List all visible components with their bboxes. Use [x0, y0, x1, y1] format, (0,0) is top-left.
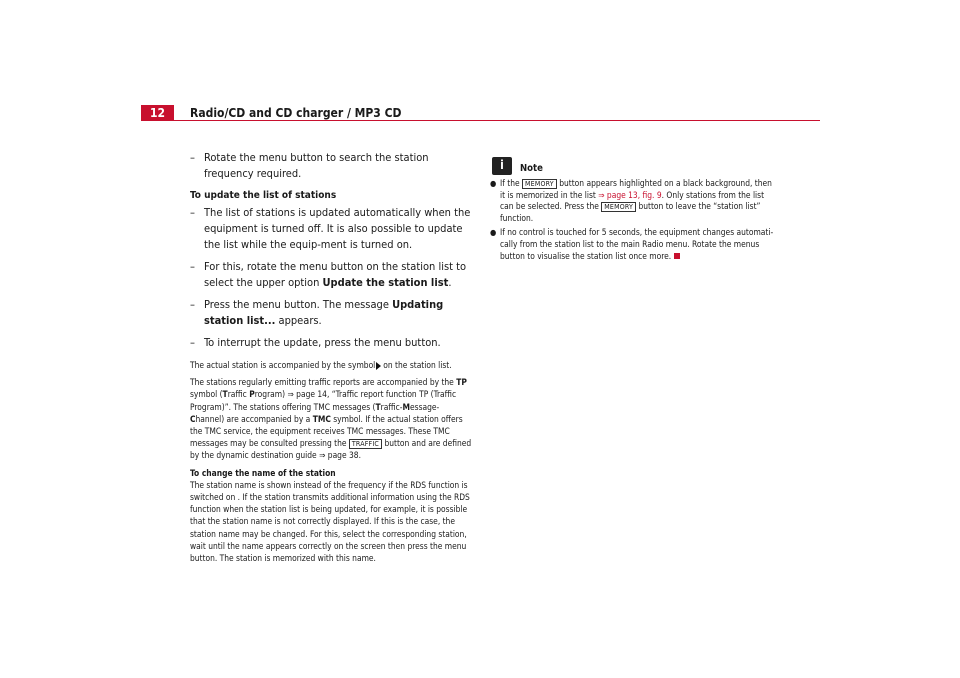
paragraph-part: hannel) are accompanied by a — [195, 413, 313, 424]
paragraph: The station name is shown instead of the frequency if the RDS function is switched on . If the station transmits additional information using the RDS function when the station list is being updated, for example, it is possible that the station name is not correctly displayed. If this is the case, the station name may be changed. For this, select the corresponding station, wait until the name appears correctly on the screen then press the menu button. The station is memorized with this name. — [190, 479, 470, 564]
message-label: Updating station list... — [204, 298, 444, 327]
step-text-part: appears. — [275, 314, 322, 327]
note-bullet — [490, 227, 776, 262]
paragraph-part: raffic- — [380, 401, 403, 412]
paragraph-part: on the station list. — [383, 360, 452, 370]
section-heading: To update the list of stations — [190, 190, 337, 201]
step-text: Rotate the menu button to search the station frequency required. — [204, 151, 429, 180]
paragraph-part: symbol. If the actual station offers the TMC service, the equipment receives TMC messages. These TMC messages may be consulted pressing the — [190, 413, 463, 449]
step-dash: – — [190, 298, 195, 311]
paragraph-initial: C — [190, 413, 196, 424]
paragraph-part: The stations regularly emitting traffic reports are accompanied by the — [190, 377, 457, 388]
step-dash: – — [190, 260, 195, 273]
step-item — [190, 205, 473, 253]
paragraph-part: The actual station is accompanied by the symbol — [190, 360, 376, 370]
paragraph-part: button and are defined by the dynamic destination guide ⇒ page 38. — [190, 438, 472, 461]
info-icon: i — [492, 157, 512, 175]
step-text-part: . — [448, 276, 452, 289]
page-reference-link[interactable]: ⇒ page 13, fig. 9 — [598, 189, 662, 200]
step-text — [204, 297, 473, 329]
body-text — [190, 359, 473, 564]
end-mark-icon — [674, 253, 680, 259]
step-item — [190, 259, 473, 291]
bullet-dot-icon: ● — [490, 179, 497, 188]
paragraph-initial: P — [249, 389, 255, 400]
note-text-part: . Only stations from the list can be selected. Press the — [500, 189, 765, 212]
note-box — [490, 153, 776, 262]
traffic-key: TRAFFIC — [349, 439, 382, 449]
step-dash: – — [190, 206, 195, 219]
paragraph — [190, 376, 473, 461]
menu-option-label: Update the station list — [322, 276, 449, 289]
step-text — [204, 259, 473, 291]
paragraph-initial: T — [222, 389, 228, 400]
note-text-part: button appears highlighted on a black background, then it is memorized in the list — [500, 178, 772, 200]
step-item — [190, 335, 473, 351]
note-bullet — [490, 178, 776, 224]
paragraph-part: essage- — [410, 401, 440, 412]
step-text: The list of stations is updated automatically when the equipment is turned off. It is also possible to update the list while the equip-ment is turned on. — [204, 206, 471, 251]
note-bullet-text — [500, 178, 776, 224]
step-dash: – — [190, 336, 195, 349]
bullet-dot-icon: ● — [490, 228, 497, 238]
note-bullet-text — [500, 227, 776, 262]
header-rule — [174, 120, 820, 121]
page-header-title: Radio/CD and CD charger / MP3 CD — [190, 106, 402, 120]
note-title: Note — [520, 163, 543, 174]
step-text-part: For this, rotate the menu button on the station list to select the upper option — [204, 260, 467, 289]
paragraph-part: rogram) ⇒ page 14, “Traffic report function TP (Traffic Program)”. The stations offering TMC messages ( — [190, 389, 457, 412]
paragraph-initial: M — [402, 401, 411, 412]
note-text-part: button to leave the “station list” function. — [500, 201, 761, 223]
paragraph-part: symbol ( — [190, 389, 223, 400]
paragraph-initial: T — [375, 401, 381, 412]
note-text-part: If no control is touched for 5 seconds, the equipment changes automati-cally from the station list to the main Radio menu. Rotate the menus button to visualise the station list once more. — [500, 227, 774, 261]
memory-key: MEMORY — [601, 202, 636, 212]
step-item — [190, 150, 473, 182]
tp-symbol: TP — [456, 377, 467, 388]
step-item — [190, 297, 473, 329]
step-text-part: Press the menu button. The message — [204, 298, 393, 311]
note-text-part: If the — [500, 178, 523, 188]
paragraph-part: raffic — [227, 389, 250, 400]
tmc-symbol: TMC — [312, 413, 331, 424]
paragraph — [190, 359, 473, 371]
play-triangle-icon — [376, 362, 381, 370]
page-number: 12 — [141, 105, 174, 121]
step-text: To interrupt the update, press the menu button. — [204, 336, 441, 349]
subheading: To change the name of the station — [190, 467, 336, 478]
step-dash: – — [190, 151, 195, 164]
left-column — [190, 150, 473, 569]
memory-key: MEMORY — [522, 179, 557, 189]
note-header — [490, 153, 776, 175]
